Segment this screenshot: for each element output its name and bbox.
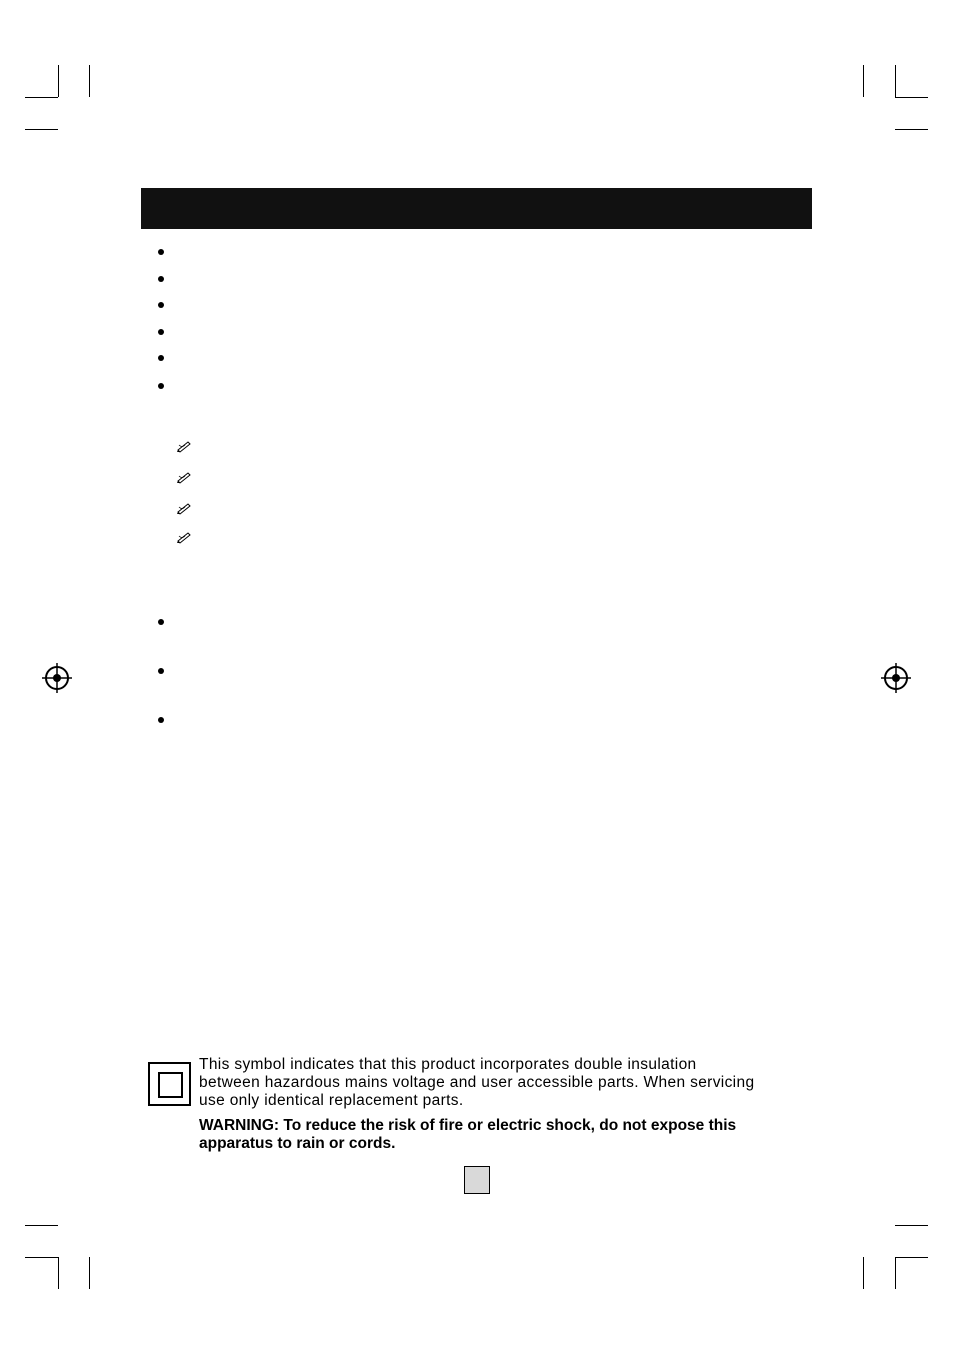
pencil-note-icon xyxy=(176,439,192,453)
double-insulation-notice xyxy=(199,1056,819,1110)
bullet-dot-icon xyxy=(158,717,164,723)
double-insulation-icon xyxy=(148,1062,191,1106)
bullet-dot-icon xyxy=(158,329,164,335)
section-header-bar xyxy=(141,188,812,229)
bullet-dot-icon xyxy=(158,355,164,361)
bullet-dot-icon xyxy=(158,619,164,625)
notice-line: use only identical replacement parts. xyxy=(199,1092,464,1109)
warning-line: apparatus to rain or cords. xyxy=(199,1135,396,1152)
pencil-note-icon xyxy=(176,470,192,484)
bullet-dot-icon xyxy=(158,302,164,308)
pencil-note-icon xyxy=(176,501,192,515)
warning-line: WARNING: To reduce the risk of fire or electric shock, do not expose this xyxy=(199,1117,737,1134)
registration-crosshair-icon xyxy=(42,663,72,693)
bullet-dot-icon xyxy=(158,668,164,674)
warning-notice xyxy=(199,1117,819,1153)
pencil-note-icon xyxy=(176,530,192,544)
notice-line: This symbol indicates that this product incorporates double insulation xyxy=(199,1056,697,1073)
bullet-dot-icon xyxy=(158,249,164,255)
bullet-dot-icon xyxy=(158,276,164,282)
page-number-box xyxy=(464,1166,490,1194)
registration-crosshair-icon xyxy=(881,663,911,693)
bullet-dot-icon xyxy=(158,383,164,389)
notice-line: between hazardous mains voltage and user accessible parts. When servicing xyxy=(199,1074,755,1091)
